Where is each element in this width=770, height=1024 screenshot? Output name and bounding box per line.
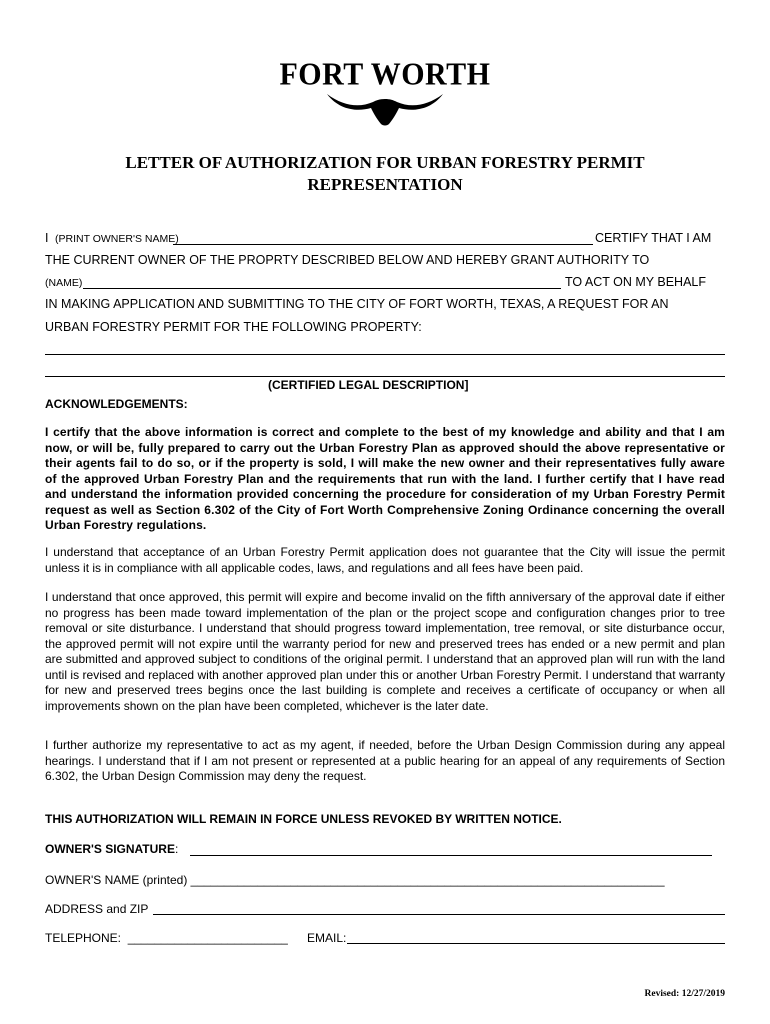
logo-word-fort: FORT <box>279 57 364 92</box>
logo-word-worth: WORTH <box>370 57 491 92</box>
title-line-2: REPRESENTATION <box>307 175 463 194</box>
telephone-line[interactable]: TELEPHONE: ________________________ <box>45 931 295 945</box>
owner-name-field[interactable] <box>173 244 593 245</box>
fort-worth-logo <box>0 58 770 128</box>
email-field[interactable] <box>347 943 725 944</box>
application-line: IN MAKING APPLICATION AND SUBMITTING TO THE CITY OF FORT WORTH, TEXAS, A REQUEST FOR AN <box>45 297 669 311</box>
longhorn-icon <box>325 88 445 128</box>
owner-signature-label-group <box>45 842 178 856</box>
owner-line-prefix: I <box>45 231 49 245</box>
owners-printed-name-line[interactable]: OWNER'S NAME (printed) _______________________________________________________________________ <box>45 873 665 887</box>
representative-name-label: (NAME) <box>45 277 83 289</box>
acceptance-paragraph: I understand that acceptance of an Urban Forestry Permit application does not guarantee that the City will issue the permit unless it is in compliance with all applicable codes, laws, and regulations and all fees have been paid. <box>45 545 725 575</box>
address-label: ADDRESS and ZIP <box>45 902 149 916</box>
owner-name-label: (PRINT OWNER'S NAME) <box>55 233 179 245</box>
representative-name-field[interactable] <box>83 288 561 289</box>
legal-description-label: (CERTIFIED LEGAL DESCRIPTION] <box>268 378 469 392</box>
legal-description-field-2[interactable] <box>45 376 725 377</box>
representative-line-suffix: TO ACT ON MY BEHALF <box>565 275 707 289</box>
email-label: EMAIL: <box>307 931 347 945</box>
owner-line-suffix: CERTIFY THAT I AM <box>595 231 712 245</box>
legal-description-field-1[interactable] <box>45 354 725 355</box>
address-field[interactable] <box>153 914 725 915</box>
authorization-notice: THIS AUTHORIZATION WILL REMAIN IN FORCE UNLESS REVOKED BY WRITTEN NOTICE. <box>45 812 562 826</box>
agent-authorization-paragraph: I further authorize my representative to act as my agent, if needed, before the Urban Design Commission during any appeal hearings. I understand that if I am not present or represented at a public hearing for an appeal of any requirements of Section 6.302, the Urban Design Commission may deny the request. <box>45 738 725 783</box>
acknowledgements-heading: ACKNOWLEDGEMENTS: <box>45 397 188 411</box>
title-line-1: LETTER OF AUTHORIZATION FOR URBAN FORESTRY PERMIT <box>125 153 645 172</box>
revised-date: Revised: 12/27/2019 <box>644 989 725 999</box>
authority-line: THE CURRENT OWNER OF THE PROPRTY DESCRIBED BELOW AND HEREBY GRANT AUTHORITY TO <box>45 253 650 267</box>
owner-signature-colon: : <box>174 842 179 856</box>
property-line: URBAN FORESTRY PERMIT FOR THE FOLLOWING PROPERTY: <box>45 320 422 334</box>
owner-signature-field[interactable] <box>190 855 712 856</box>
owner-signature-label: OWNER'S SIGNATURE <box>45 842 175 856</box>
expiration-paragraph: I understand that once approved, this permit will expire and become invalid on the fifth anniversary of the approval date if either no progress has been made toward implementation of the plan or the project scope and configuration changes prior to tree removal or site disturbance. I understand that should progress toward implementation, tree removal, or site disturbance occur, the approved permit will not expire until the warranty period for new and preserved trees has ended or a new permit and plan are submitted and approved subject to conditions of the original permit. I understand that an approved plan will run with the land until is revised and replaced with another approved plan under this or another Urban Forestry Permit. I understand that warranty for new and preserved trees begins once the last building is complete and receives a certificate of occupancy or when all improvements shown on the plan have been completed, whichever is the later date. <box>45 590 725 713</box>
certification-paragraph: I certify that the above information is correct and complete to the best of my knowledge and ability and that I am now, or will be, fully prepared to carry out the Urban Forestry Plan as approved should the above representative or their agents fail to do so, or if the property is sold, I will make the new owner and their representatives fully aware of the approved Urban Forestry Plan and the requirements that run with the land. I further certify that I have read and understand the information provided concerning the procedure for consideration of my Urban Forestry Permit request as well as Section 6.302 of the City of Fort Worth Comprehensive Zoning Ordinance concerning the overall Urban Forestry regulations. <box>45 425 725 532</box>
